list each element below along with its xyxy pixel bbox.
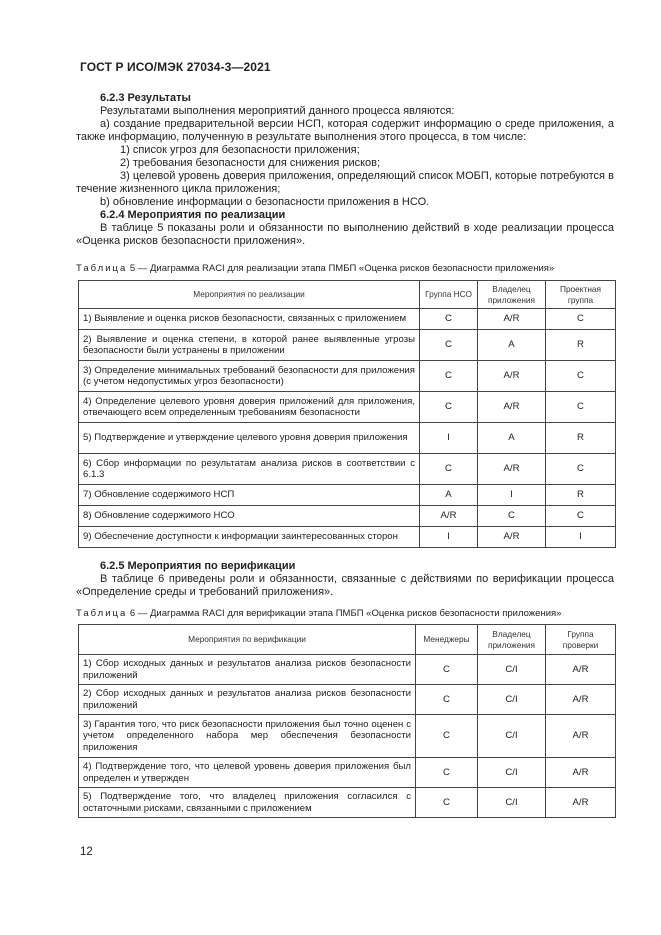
paragraph: Результатами выполнения мероприятий данного процесса являются: bbox=[100, 105, 455, 117]
table-cell: A bbox=[478, 423, 546, 454]
table-cell: C bbox=[546, 454, 616, 485]
table-cell: R bbox=[546, 423, 616, 454]
table-cell: A/R bbox=[478, 454, 546, 485]
table-cell: 3) Определение минимальных требований безопасности для приложения (с учетом недопустимых угроз безопасности) bbox=[79, 361, 420, 392]
column-header: Мероприятия по верификации bbox=[79, 625, 416, 655]
column-header: Владелец приложения bbox=[478, 625, 546, 655]
table-cell: C/I bbox=[478, 685, 546, 715]
list-item: b) обновление информации о безопасности приложения в НСО. bbox=[100, 196, 430, 208]
table-cell: C bbox=[420, 392, 478, 423]
table-cell: 6) Сбор информации по результатам анализа рисков в соответствии с 6.1.3 bbox=[79, 454, 420, 485]
table-row bbox=[79, 361, 616, 392]
table-row bbox=[79, 655, 616, 685]
sub-list-item: 1) список угроз для безопасности приложения; bbox=[120, 144, 360, 156]
section-6-2-3 bbox=[76, 92, 614, 248]
table-cell: C bbox=[546, 392, 616, 423]
column-header: Владелец приложения bbox=[478, 281, 546, 309]
table-row bbox=[79, 330, 616, 361]
table-cell: A/R bbox=[546, 758, 616, 788]
table-cell: C/I bbox=[478, 715, 546, 758]
table-row bbox=[79, 454, 616, 485]
column-header: Группа НСО bbox=[420, 281, 478, 309]
table-cell: 2) Сбор исходных данных и результатов анализа рисков безопасности приложений bbox=[79, 685, 416, 715]
paragraph: В таблице 5 показаны роли и обязанности по выполнению действий в ходе реализации процесса «Оценка рисков безопасности приложения». bbox=[76, 222, 614, 247]
table-5-caption: Таблица 5 — Диаграмма RACI для реализации этапа ПМБП «Оценка рисков безопасности приложения» bbox=[76, 263, 555, 274]
sub-list-item: 3) целевой уровень доверия приложения, определяющий список МОБП, которые потребуются в течение жизненного цикла приложения; bbox=[76, 170, 614, 195]
table-cell: C bbox=[420, 330, 478, 361]
table-cell: 1) Выявление и оценка рисков безопасности, связанных с приложением bbox=[79, 309, 420, 330]
table-cell: A bbox=[420, 485, 478, 506]
sub-list-item: 2) требования безопасности для снижения рисков; bbox=[120, 157, 381, 169]
table-row bbox=[79, 758, 616, 788]
list-item: а) создание предварительной версии НСП, которая содержит информацию о среде приложения, а также информацию, полученную в результате выполнения этого процесса, в том числе: bbox=[76, 118, 614, 143]
table-row bbox=[79, 685, 616, 715]
table-cell: C bbox=[420, 361, 478, 392]
table-cell: I bbox=[420, 527, 478, 548]
table-cell: C bbox=[478, 506, 546, 527]
table-cell: 4) Подтверждение того, что целевой уровень доверия приложения был определен и утвержден bbox=[79, 758, 416, 788]
table-6 bbox=[78, 624, 616, 818]
table-cell: 3) Гарантия того, что риск безопасности приложения был точно оценен с учетом определенного набора мер обеспечения безопасности приложения bbox=[79, 715, 416, 758]
table-cell: 1) Сбор исходных данных и результатов анализа рисков безопасности приложений bbox=[79, 655, 416, 685]
table-cell: I bbox=[478, 485, 546, 506]
column-header: Менеджеры bbox=[416, 625, 478, 655]
table-cell: C bbox=[546, 361, 616, 392]
column-header: Проектная группа bbox=[546, 281, 616, 309]
table-6-caption: Таблица 6 — Диаграмма RACI для верификации этапа ПМБП «Оценка рисков безопасности приложения» bbox=[76, 608, 562, 619]
table-cell: A/R bbox=[478, 361, 546, 392]
table-cell: A/R bbox=[546, 788, 616, 818]
table-row bbox=[79, 715, 616, 758]
table-cell: 8) Обновление содержимого НСО bbox=[79, 506, 420, 527]
table-cell: C bbox=[416, 788, 478, 818]
table-cell: A/R bbox=[478, 309, 546, 330]
table-row bbox=[79, 506, 616, 527]
document-header: ГОСТ Р ИСО/МЭК 27034-3—2021 bbox=[80, 60, 271, 74]
column-header: Группа проверки bbox=[546, 625, 616, 655]
table-cell: 4) Определение целевого уровня доверия приложений для приложения, отвечающего всем определенным требованиям безопасности bbox=[79, 392, 420, 423]
table-cell: 2) Выявление и оценка степени, в которой ранее выявленные угрозы безопасности были устранены в приложении bbox=[79, 330, 420, 361]
section-heading: 6.2.4 Мероприятия по реализации bbox=[100, 209, 286, 221]
paragraph: В таблице 6 приведены роли и обязанности, связанные с действиями по верификации процесса «Определение среды и требований приложения». bbox=[76, 573, 614, 598]
table-cell: C bbox=[420, 454, 478, 485]
section-heading: 6.2.5 Мероприятия по верификации bbox=[100, 560, 296, 572]
table-cell: I bbox=[420, 423, 478, 454]
table-cell: A/R bbox=[478, 392, 546, 423]
table-row bbox=[79, 527, 616, 548]
table-row bbox=[79, 485, 616, 506]
table-cell: C/I bbox=[478, 655, 546, 685]
page-number: 12 bbox=[80, 846, 93, 858]
table-row bbox=[79, 788, 616, 818]
table-cell: A/R bbox=[420, 506, 478, 527]
section-heading: 6.2.3 Результаты bbox=[100, 92, 191, 104]
table-cell: A/R bbox=[546, 655, 616, 685]
table-cell: 7) Обновление содержимого НСП bbox=[79, 485, 420, 506]
table-cell: I bbox=[546, 527, 616, 548]
table-cell: C/I bbox=[478, 758, 546, 788]
table-row bbox=[79, 392, 616, 423]
table-cell: C bbox=[416, 758, 478, 788]
column-header: Мероприятия по реализации bbox=[79, 281, 420, 309]
table-row bbox=[79, 423, 616, 454]
table-cell: C bbox=[546, 506, 616, 527]
table-row bbox=[79, 309, 616, 330]
table-cell: A/R bbox=[546, 685, 616, 715]
table-cell: C/I bbox=[478, 788, 546, 818]
table-cell: C bbox=[416, 715, 478, 758]
table-cell: C bbox=[416, 685, 478, 715]
table-5 bbox=[78, 280, 616, 548]
table-cell: C bbox=[546, 309, 616, 330]
table-cell: C bbox=[420, 309, 478, 330]
table-cell: R bbox=[546, 485, 616, 506]
table-cell: A/R bbox=[546, 715, 616, 758]
table-cell: R bbox=[546, 330, 616, 361]
table-cell: 5) Подтверждение и утверждение целевого уровня доверия приложения bbox=[79, 423, 420, 454]
table-cell: 5) Подтверждение того, что владелец приложения согласился с остаточными рисками, связанными с приложением bbox=[79, 788, 416, 818]
table-cell: A bbox=[478, 330, 546, 361]
table-cell: 9) Обеспечение доступности к информации заинтересованных сторон bbox=[79, 527, 420, 548]
section-6-2-5 bbox=[76, 560, 614, 599]
table-cell: A/R bbox=[478, 527, 546, 548]
table-cell: C bbox=[416, 655, 478, 685]
